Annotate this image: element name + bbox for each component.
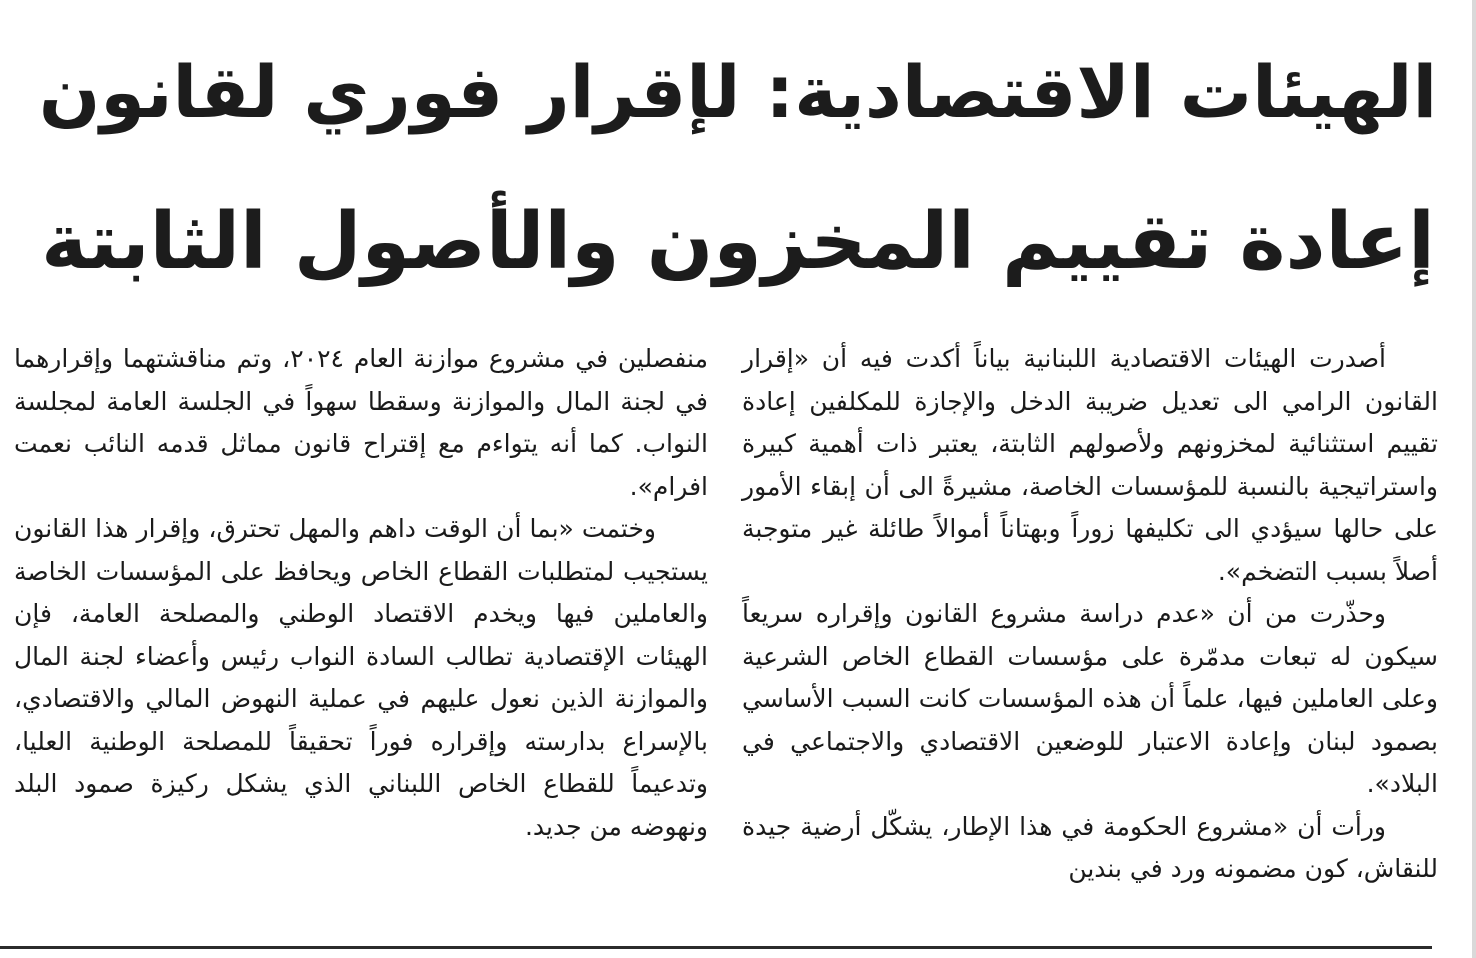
page-edge xyxy=(1472,0,1476,958)
article-paragraph: منفصلين في مشروع موازنة العام ٢٠٢٤، وتم مناقشتهما وإقرارهما في لجنة المال والموازنة وسقطا سهواً في الجلسة العامة لمجلسة النواب. كما أنه يتواءم مع إقتراح قانون مماثل قدمه النائب نعمت افرام». xyxy=(14,344,708,501)
article-column-left xyxy=(14,338,708,848)
article-paragraph: وختمت «بما أن الوقت داهم والمهل تحترق، وإقرار هذا القانون يستجيب لمتطلبات القطاع الخاص ويحافظ على المؤسسات الخاصة والعاملين فيها ويخدم الاقتصاد الوطني والمصلحة العامة، فإن الهيئات الإقتصادية تطالب السادة النواب رئيس وأعضاء لجنة المال والموازنة الذين نعول عليهم في عملية النهوض المالي والاقتصادي، بالإسراع بدارسته وإقراره فوراً تحقيقاً للمصلحة الوطنية العليا، وتدعيماً للقطاع الخاص اللبناني الذي يشكل ركيزة صمود البلد ونهوضه من جديد. xyxy=(14,514,708,841)
bottom-divider-rule xyxy=(0,946,1432,949)
headline-line-2: إعادة تقييم المخزون والأصول الثابتة xyxy=(41,197,1435,287)
article-column-right xyxy=(742,338,1438,891)
article-paragraph: أصدرت الهيئات الاقتصادية اللبنانية بياناً أكدت فيه أن «إقرار القانون الرامي الى تعديل ضريبة الدخل والإجازة للمكلفين إعادة تقييم استثنائية لمخزونهم ولأصولهم الثابتة، يعتبر ذات أهمية كبيرة واستراتيجية بالنسبة للمؤسسات الخاصة، مشيرةً الى أن إبقاء الأمور على حالها سيؤدي الى تكليفها زوراً وبهتاناً أموالاً طائلة غير متوجبة أصلاً بسبب التضخم». xyxy=(742,344,1438,586)
headline-line-1: الهيئات الاقتصادية: لإقرار فوري لقانون xyxy=(38,50,1438,134)
article-paragraph: ورأت أن «مشروع الحكومة في هذا الإطار، يشكّل أرضية جيدة للنقاش، كون مضمونه ورد في بندين xyxy=(742,811,1438,883)
article-paragraph: وحذّرت من أن «عدم دراسة مشروع القانون وإقراره سريعاً سيكون له تبعات مدمّرة على مؤسسات القطاع الخاص الشرعية وعلى العاملين فيها، علماً أن هذه المؤسسات كانت السبب الأساسي بصمود لبنان وإعادة الاعتبار للوضعين الاقتصادي والاجتماعي في البلاد». xyxy=(742,599,1438,798)
